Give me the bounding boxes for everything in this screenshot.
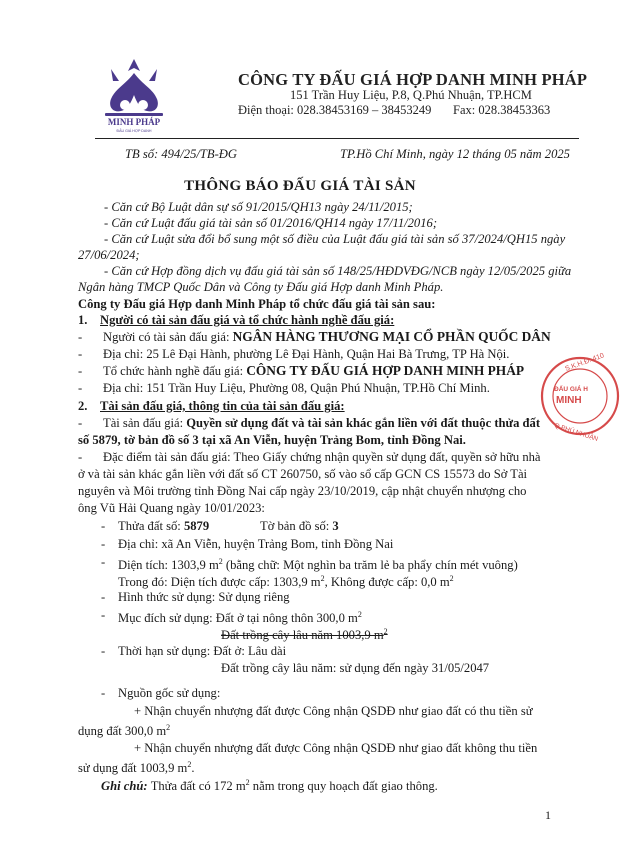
- origin-2-line-2: sử dụng đất 1003,9 $m^2$.: [78, 760, 195, 775]
- bullet-dash: -: [101, 686, 106, 700]
- seal-line-2: ĐẤU GIÁ H: [554, 386, 588, 393]
- owner-name: NGÂN HÀNG THƯƠNG MẠI CỔ PHẦN QUỐC DÂN: [232, 329, 551, 344]
- asset-row: [103, 415, 540, 431]
- bullet-dash: -: [78, 330, 83, 344]
- origin-1-line-1: + Nhận chuyển nhượng đất được Công nhận QSDĐ như giao đất có thu tiền sử: [134, 704, 533, 718]
- parcel-number: Thửa đất số: 5879: [118, 519, 210, 533]
- use-purpose: Mục đích sử dụng: Đất ở tại nông thôn 300,0 $m^2$: [118, 610, 362, 625]
- legal-basis-1: - Căn cứ Bộ Luật dân sự số 91/2015/QH13 ngày 24/11/2015;: [104, 200, 413, 214]
- asset-label: Tài sản đấu giá:: [103, 416, 187, 430]
- header-divider: [95, 138, 579, 139]
- use-purpose-perennial: Đất trồng cây lâu năm 1003,9 $m^2$: [221, 627, 388, 642]
- logo-text: MINH PHÁP: [107, 117, 161, 127]
- legal-basis-3-cont: 27/06/2024;: [78, 248, 140, 262]
- owner-row: [103, 329, 551, 345]
- bullet-dash: -: [101, 555, 106, 569]
- legal-basis-3: - Căn cứ Luật sửa đổi bổ sung một số điều của Luật đấu giá tài sản số 37/2024/QH15 ngày: [104, 232, 566, 246]
- bullet-dash: -: [78, 364, 83, 378]
- parcel-area: Diện tích: 1303,9 $m^2$ (bằng chữ: Một nghìn ba trăm lẻ ba phẩy chín mét vuông): [118, 557, 518, 572]
- section-2-number: 2.: [78, 399, 88, 413]
- minh-phap-logo-icon: [95, 55, 173, 135]
- company-name: CÔNG TY ĐẤU GIÁ HỢP DANH MINH PHÁP: [238, 70, 588, 89]
- org-row: [103, 363, 524, 379]
- origin-2-line-1: + Nhận chuyển nhượng đất được Công nhận QSDĐ như giao đất không thu tiền: [134, 741, 538, 755]
- bullet-dash: -: [101, 608, 106, 622]
- feature-line-1: Đặc điểm tài sản đấu giá: Theo Giấy chứng nhận quyền sử dụng đất, quyền sở hữu nhà: [103, 450, 541, 464]
- map-sheet-number: Tờ bản đồ số: 3: [260, 519, 339, 533]
- seal-icon: [540, 352, 620, 443]
- asset-description-2: số 5879, tờ bản đồ số 3 tại xã An Viễn, huyện Trảng Bom, tỉnh Đồng Nai.: [78, 433, 466, 447]
- seal-line-3: MINH: [556, 395, 582, 406]
- place-and-date: TP.Hồ Chí Minh, ngày 12 tháng 05 năm 2025: [340, 147, 570, 161]
- bullet-dash: -: [78, 450, 83, 464]
- origin-label: Nguồn gốc sử dụng:: [118, 686, 221, 700]
- feature-line-3: nguyên và Môi trường tỉnh Đồng Nai cấp ngày 23/10/2019, cập nhật chuyển nhượng cho: [78, 484, 527, 498]
- section-1-number: 1.: [78, 313, 88, 327]
- use-form: Hình thức sử dụng: Sử dụng riêng: [118, 590, 290, 604]
- bullet-dash: -: [101, 537, 106, 551]
- legal-basis-4-cont: Ngân hàng TMCP Quốc Dân và Công ty Đấu giá Hợp danh Minh Pháp.: [78, 280, 444, 294]
- section-2-heading: Tài sản đấu giá, thông tin của tài sản đấu giá:: [100, 399, 345, 413]
- org-name: CÔNG TY ĐẤU GIÁ HỢP DANH MINH PHÁP: [246, 363, 525, 378]
- use-term-residential: Thời hạn sử dụng: Đất ở: Lâu dài: [118, 644, 287, 658]
- company-logo: [95, 55, 173, 135]
- section-1-heading: Người có tài sản đấu giá và tổ chức hành nghề đấu giá:: [100, 313, 395, 327]
- asset-description-1: Quyền sử dụng đất và tài sản khác gắn liền với đất thuộc thửa đất: [186, 416, 541, 430]
- document-title: THÔNG BÁO ĐẤU GIÁ TÀI SẢN: [184, 178, 416, 194]
- feature-line-2: ở và tài sản khác gắn liền với đất số CT 260750, số vào sổ cấp GCN CS 15573 do Sở Tài: [78, 467, 528, 481]
- bullet-dash: -: [101, 519, 106, 533]
- company-fax: Fax: 028.38453363: [453, 103, 551, 117]
- feature-line-4: ông Vũ Hải Quang ngày 10/01/2023:: [78, 501, 265, 515]
- company-phone: Điện thoại: 028.38453169 – 38453249: [238, 103, 432, 117]
- company-seal: [540, 352, 620, 443]
- seal-line-1: S.K.H.Đ: 410: [564, 352, 606, 373]
- legal-basis-2: - Căn cứ Luật đấu giá tài sản số 01/2016/QH14 ngày 17/11/2016;: [104, 216, 438, 230]
- bullet-dash: -: [78, 347, 83, 361]
- parcel-location: Địa chỉ: xã An Viễn, huyện Trảng Bom, tỉnh Đồng Nai: [118, 537, 394, 551]
- logo-subtext: ĐẤU GIÁ HỢP DANH: [116, 129, 152, 133]
- reference-number: TB số: 494/25/TB-ĐG: [125, 147, 237, 161]
- bullet-dash: -: [101, 644, 106, 658]
- page-number: 1: [545, 808, 551, 822]
- note-label: Ghi chú:: [101, 779, 151, 793]
- seal-line-4: Q.PHÚ NHUẬN: [553, 422, 599, 443]
- bullet-dash: -: [78, 416, 83, 430]
- owner-label: Người có tài sản đấu giá:: [103, 330, 233, 344]
- legal-basis-4: - Căn cứ Hợp đồng dịch vụ đấu giá tài sản số 148/25/HĐDVĐG/NCB ngày 12/05/2025 giữa: [104, 264, 572, 278]
- org-label: Tổ chức hành nghề đấu giá:: [103, 364, 247, 378]
- bullet-dash: -: [101, 590, 106, 604]
- company-address: 151 Trần Huy Liệu, P.8, Q.Phú Nhuận, TP.HCM: [290, 88, 532, 102]
- owner-address: Địa chỉ: 25 Lê Đại Hành, phường Lê Đại Hành, Quận Hai Bà Trưng, TP Hà Nội.: [103, 347, 510, 361]
- org-address: Địa chỉ: 151 Trần Huy Liệu, Phường 08, Quận Phú Nhuận, TP.Hồ Chí Minh.: [103, 381, 490, 395]
- bullet-dash: -: [78, 381, 83, 395]
- intro-text: Công ty Đấu giá Hợp danh Minh Pháp tổ chức đấu giá tài sản sau:: [78, 297, 436, 311]
- use-term-perennial: Đất trồng cây lâu năm: sử dụng đến ngày 31/05/2047: [221, 661, 490, 675]
- note-row: Ghi chú: Thửa đất có 172 $m^2$ nằm trong quy hoạch đất giao thông.: [101, 778, 438, 793]
- origin-1-line-2: dụng đất 300,0 $m^2$: [78, 723, 171, 738]
- granted-area: Trong đó: Diện tích được cấp: 1303,9 $m^2$, Không được cấp: 0,0 $m^2$: [118, 574, 454, 589]
